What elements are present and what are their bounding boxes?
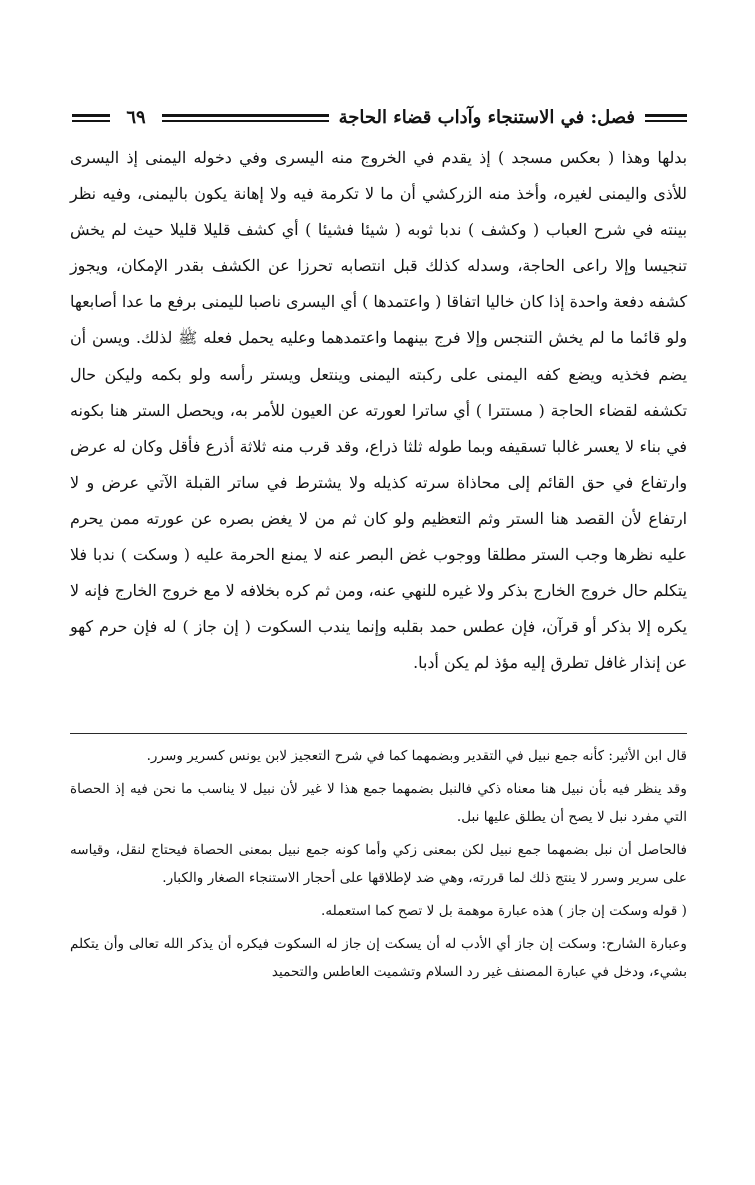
header-rule-right [645, 114, 687, 122]
footnote-paragraph: وعبارة الشارح: وسكت إن جاز أي الأدب له أن يسكت إن جاز له السكوت فيكره أن يذكر الله تعالى وأن يتكلم بشيء، ودخل في عبارة المصنف غير رد السلام وتشميت العاطس والتحميد [70, 935, 687, 981]
running-header [72, 104, 687, 132]
header-rule-middle [162, 114, 329, 122]
footnote-paragraph: قال ابن الأثير: كأنه جمع نبيل في التقدير وبضمهما كما في شرح التعجيز لابن يونس كسرير وسرر. [146, 748, 687, 764]
main-text [70, 140, 687, 681]
header-rule-left [72, 114, 110, 122]
footnote-paragraph: ( قوله وسكت إن جاز ) هذه عبارة موهمة بل لا تصح كما استعمله. [321, 902, 687, 919]
footnote-separator [70, 733, 687, 734]
main-paragraph: بدلها وهذا ( بعكس مسجد ) إذ يقدم في الخروج منه اليسرى وفي دخوله اليمنى إذ اليسرى للأذى واليمنى لغيره، وأخذ منه الزركشي أن ما لا تكرمة فيه ولا إهانة يكون باليمنى، وفيه نظر بينته في شرح العباب ( وكشف ) ندبا ثوبه ( شيئا فشيئا ) أي كشف قليلا قليلا حيث لم يخش تنجيسا وإلا راعى الحاجة، وسدله كذلك قبل انتصابه تحرزا عن الكشف بقدر الإمكان، ويجوز كشفه دفعة واحدة إذا كان خاليا اتفاقا ( واعتمدها ) أي اليسرى ناصبا لليمنى برفع ما عدا أصابعها ولو قائما ما لم يخش التنجس وإلا فرج بينهما واعتمدهما وعليه يحمل فعله ﷺ لذلك. ويسن أن يضم فخذيه ويضع كفه اليمنى على ركبته اليمنى وينتعل ويستر رأسه ولو بكمه وليكن حال تكشفه لقضاء الحاجة ( مستترا ) أي ساترا لعورته عن العيون للأمر به، ويحصل الستر هنا بكونه في بناء لا يعسر غالبا تسقيفه وبما طوله ثلثا ذراع، وقد قرب منه ثلاثة أذرع فأقل وكان له عرض وارتفاع في حق القائم إلى محاذاة سرته كذيله ولا يشترط في ساتر القبلة الآتي عرض و لا ارتفاع لأن القصد هنا الستر وثم التعظيم ولو كان ثم من لا يغض بصره عن عورته ممن يحرم عليه نظرها وجب الستر مطلقا ووجوب غض البصر عنه لا يمنع الحرمة عليه ( وسكت ) ندبا فلا يتكلم حال خروج الخارج بذكر ولا غيره للنهي عنه، ومن ثم كره بخلافه لا مع خروج الخارج فإنه لا يكره إلا بذكر أو قرآن، فإن عطس حمد بقلبه وإنما يندب السكوت ( إن جاز ) له فإن حرم كهو عن إنذار غافل تطرق إليه مؤذ لم يكن أدبا. [70, 148, 687, 673]
footnote-paragraph: فالحاصل أن نبل بضمهما جمع نبيل لكن بمعنى زكي وأما كونه جمع نبيل بمعنى الحصاة فيحتاج لنقل، وقياسه على سرير وسرر لا ينتج ذلك لما قررته، وهي ضد لإطلاقها على أحجار الاستنجاء الصغار والكبار. [70, 841, 687, 887]
page-number: ٦٩ [126, 107, 146, 128]
running-title: فصل: في الاستنجاء وآداب قضاء الحاجة [338, 107, 635, 128]
footnotes [70, 742, 687, 991]
footnote-paragraph: وقد ينظر فيه بأن نبيل هنا معناه ذكي فالنبل بضمهما جمع هذا لا غير لأن نبيل لا يناسب ما نحن فيه إذ الحصاة التي مفرد نبل لا يصح أن يطلق عليها نبل. [70, 780, 687, 826]
